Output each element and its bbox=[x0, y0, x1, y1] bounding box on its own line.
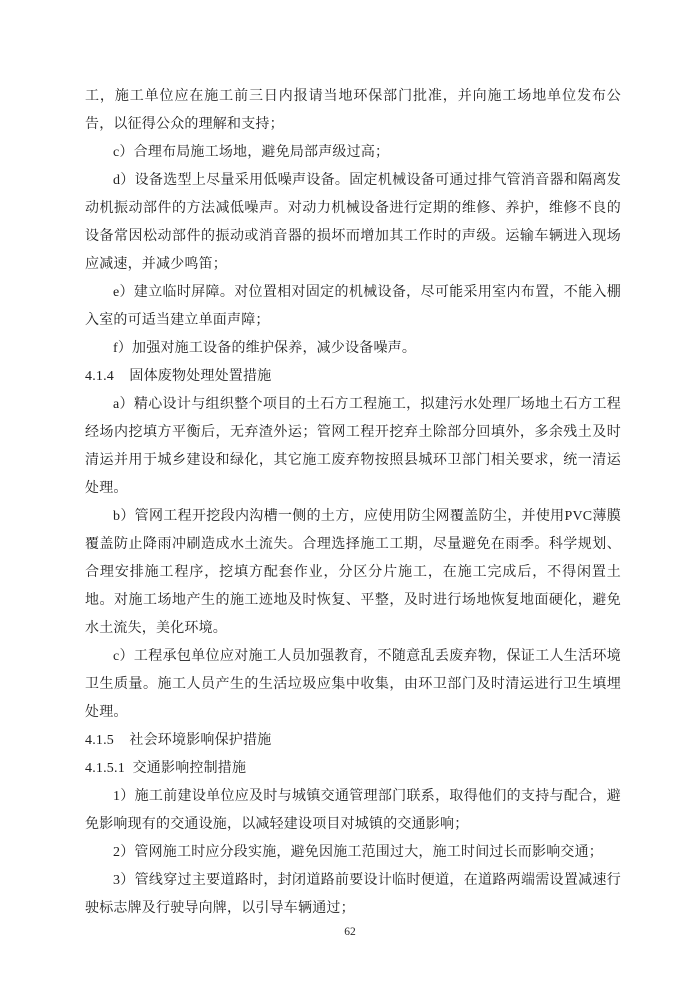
document-body bbox=[85, 83, 621, 923]
list-item-c-noise: c）合理布局施工场地，避免局部声级过高； bbox=[113, 145, 390, 160]
list-item-1-traffic: 1）施工前建设单位应及时与城镇交通管理部门联系，取得他们的支持与配合，避免影响现有的交通设施，以减轻建设项目对城镇的交通影响； bbox=[85, 789, 621, 832]
list-item-a-solid-waste: a）精心设计与组织整个项目的土石方工程施工，拟建污水处理厂场地土石方工程经场内挖填方平衡后，无弃渣外运；管网工程开挖弃土除部分回填外，多余残土及时清运并用于城乡建设和绿化，其它施工废弃物按照县城环卫部门相关要求，统一清运处理。 bbox=[85, 397, 621, 496]
list-item-b-solid-waste: b）管网工程开挖段内沟槽一侧的土方，应使用防尘网覆盖防尘，并使用PVC薄膜覆盖防止降雨冲刷造成水土流失。合理选择施工工期，尽量避免在雨季。科学规划、合理安排施工程序，挖填方配套作业，分区分片施工，在施工完成后，不得闲置土地。对施工场地产生的施工迹地及时恢复、平整，及时进行场地恢复地面硬化，避免水土流失，美化环境。 bbox=[85, 509, 621, 636]
section-title: 交通影响控制措施 bbox=[132, 761, 247, 776]
list-item-f-noise: f）加强对施工设备的维护保养，减少设备噪声。 bbox=[113, 341, 417, 356]
section-heading-4-1-4 bbox=[85, 363, 621, 391]
page-number: 62 bbox=[344, 926, 356, 938]
list-item-e-noise: e）建立临时屏障。对位置相对固定的机械设备，尽可能采用室内布置，不能入棚入室的可适当建立单面声障； bbox=[85, 285, 621, 328]
section-number: 4.1.4 bbox=[85, 369, 114, 384]
list-item-c-solid-waste: c）工程承包单位应对施工人员加强教育，不随意乱丢废弃物，保证工人生活环境卫生质量。施工人员产生的生活垃圾应集中收集，由环卫部门及时清运进行卫生填埋处理。 bbox=[85, 649, 621, 720]
list-item-2-traffic: 2）管网施工时应分段实施，避免因施工范围过大，施工时间过长而影响交通； bbox=[113, 845, 603, 860]
paragraph-continuation: 工，施工单位应在施工前三日内报请当地环保部门批准，并向施工场地单位发布公告，以征得公众的理解和支持； bbox=[85, 89, 621, 132]
section-heading-4-1-5-1 bbox=[85, 755, 621, 783]
section-title: 固体废物处理处置措施 bbox=[129, 369, 272, 384]
section-number: 4.1.5 bbox=[85, 733, 114, 748]
list-item-3-traffic: 3）管线穿过主要道路时，封闭道路前要设计临时便道，在道路两端需设置减速行驶标志牌及行驶导向牌，以引导车辆通过； bbox=[85, 873, 621, 916]
section-number: 4.1.5.1 bbox=[85, 761, 125, 776]
section-title: 社会环境影响保护措施 bbox=[129, 733, 272, 748]
list-item-d-noise: d）设备选型上尽量采用低噪声设备。固定机械设备可通过排气管消音器和隔离发动机振动部件的方法减低噪声。对动力机械设备进行定期的维修、养护，维修不良的设备常因松动部件的振动或消音器的损坏而增加其工作时的声级。运输车辆进入现场应减速，并减少鸣笛； bbox=[85, 173, 621, 272]
section-heading-4-1-5 bbox=[85, 727, 621, 755]
